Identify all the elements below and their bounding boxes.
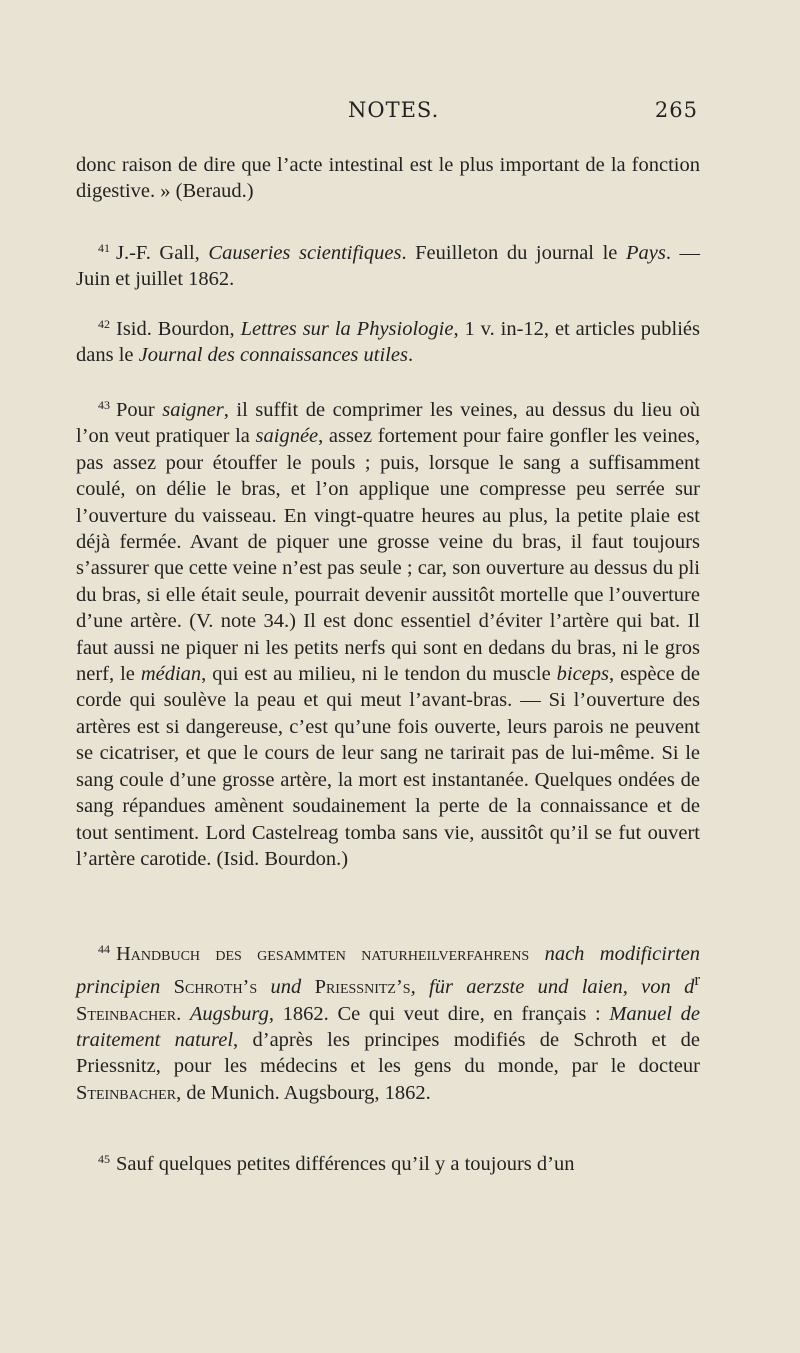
note-text: , de Munich. Augsbourg, 1862. bbox=[176, 1081, 431, 1104]
running-title: NOTES. bbox=[348, 98, 440, 122]
note-41 bbox=[76, 235, 700, 293]
note-text: , il suffit de comprimer les veines, au dessus du lieu où l’on veut pratiquer la bbox=[76, 399, 700, 448]
note-text: Isid. Bourdon, bbox=[116, 318, 241, 340]
note-paragraph bbox=[76, 1146, 700, 1177]
note-text: Pour bbox=[116, 399, 163, 421]
note-smallcaps: Priessnitz’s bbox=[314, 976, 411, 999]
note-text: , qui est au milieu, ni le tendon du muscle bbox=[201, 663, 557, 686]
note-text: , 1862. Ce qui veut dire, en français : bbox=[268, 1002, 610, 1025]
note-45 bbox=[76, 1146, 700, 1177]
note-text: , d’après les principes modifiés de Schroth et de Priessnitz, pour les médecins et les gens du monde, par le docteur bbox=[76, 1029, 700, 1078]
note-italic: Augsburg bbox=[189, 1002, 269, 1025]
note-paragraph bbox=[76, 392, 700, 872]
note-italic: médian bbox=[140, 663, 202, 686]
note-paragraph bbox=[76, 311, 700, 369]
note-smallcaps: Schroth’s bbox=[173, 976, 258, 999]
note-text: . — Juin et juillet 1862. bbox=[76, 242, 701, 291]
note-number: 45 bbox=[98, 1152, 110, 1166]
note-text: . bbox=[407, 344, 414, 367]
note-44 bbox=[76, 936, 700, 1106]
note-paragraph bbox=[76, 936, 700, 1106]
note-italic: nach modificirten principien bbox=[76, 943, 700, 999]
note-italic: saignée bbox=[255, 425, 319, 448]
note-italic: Manuel de traitement naturel bbox=[76, 1002, 701, 1052]
note-text: . Feuilleton du journal le bbox=[401, 242, 626, 264]
note-smallcaps: Steinbacher bbox=[76, 1002, 177, 1025]
note-italic: Pays bbox=[625, 242, 666, 264]
note-number: 44 bbox=[98, 942, 110, 956]
note-42 bbox=[76, 311, 700, 369]
note-smallcaps: Handbuch des gesammten naturheilverfahrens bbox=[116, 943, 530, 965]
note-italic: und bbox=[257, 976, 315, 999]
note-italic: Causeries scientifiques bbox=[208, 242, 402, 264]
note-smallcaps: Steinbacher bbox=[76, 1081, 177, 1104]
note-text: , 1 v. in-12, et articles publiés dans le bbox=[76, 318, 700, 367]
note-text: J.-F. Gall, bbox=[116, 242, 209, 264]
note-number: 41 bbox=[98, 241, 110, 255]
note-40-continuation bbox=[76, 152, 700, 205]
note-superscript: r bbox=[694, 970, 701, 990]
note-italic: saigner bbox=[162, 399, 224, 421]
note-italic: biceps bbox=[556, 663, 610, 686]
note-italic: , für aerzste und laien, von d bbox=[410, 976, 695, 999]
note-italic: Journal des connaissances utiles bbox=[138, 344, 408, 367]
note-italic: Lettres sur la Physiologie bbox=[240, 318, 454, 340]
page-number: 265 bbox=[654, 98, 698, 122]
note-paragraph bbox=[76, 235, 700, 293]
note-number: 42 bbox=[98, 317, 110, 331]
note-text: , assez fortement pour faire gonfler les veines, pas assez pour étouffer le pouls ; puis, lorsque le sang a suffisamment coulé, on délie le bras, et l’on applique une compresse peu serrée sur l’ouverture du vaisseau. En vingt-quatre heures au plus, la petite plaie est déjà fermée. Avant de piquer une grosse veine du bras, il faut toujours s’assurer que cette veine n’est pas seule ; car, son ouverture au dessus du pli du bras, si elle était seule, pourrait devenir aussitôt mortelle que l’ouverture d’une artère. (V. note 34.) Il est donc essentiel d’éviter l’artère qui bat. Il faut aussi ne piquer ni les petits nerfs qui sont en dedans du bras, ni le gros nerf, le bbox=[76, 425, 701, 686]
note-text: Sauf quelques petites différences qu’il y a toujours d’un bbox=[116, 1153, 575, 1175]
note-text: donc raison de dire que l’acte intestinal est le plus important de la fonction digestive. » (Beraud.) bbox=[76, 154, 700, 203]
note-43 bbox=[76, 392, 700, 872]
note-number: 43 bbox=[98, 398, 110, 412]
note-text: . bbox=[176, 1002, 190, 1025]
note-text: , espèce de corde qui soulève la peau et qui meut l’avant-bras. — Si l’ouverture des artères est si dangereuse, c’est qu’une fois ouverte, leurs parois ne peuvent se cicatriser, et que le cours de leur sang ne tarirait pas de lui-même. Si le sang coule d’une grosse artère, la mort est instantanée. Quelques ondées de sang répandues amènent soudainement la perte de la connaissance et de tout sentiment. Lord Castelreag tomba sans vie, aussitôt qu’il se fut ouvert l’artère carotide. (Isid. Bourdon.) bbox=[76, 663, 700, 870]
